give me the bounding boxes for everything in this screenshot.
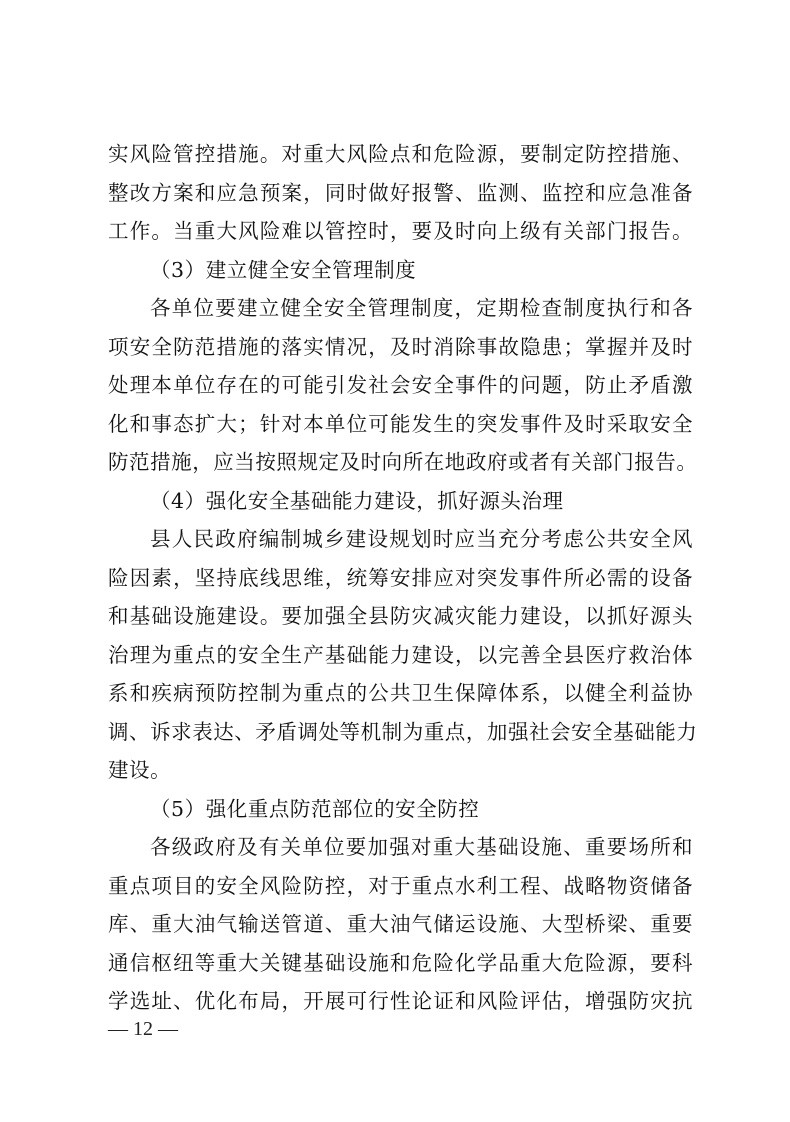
text-line: 库、重大油气输送管道、重大油气储运设施、大型桥梁、重要 — [108, 912, 693, 936]
text-line: 实风险管控措施。对重大风险点和危险源，要制定防控措施、 — [108, 142, 693, 166]
text-line: 建设。 — [108, 758, 172, 782]
text-line: 治理为重点的安全生产基础能力建设，以完善全县医疗救治体 — [108, 642, 693, 667]
text-line: 系和疾病预防控制为重点的公共卫生保障体系，以健全利益协 — [108, 681, 693, 705]
text-line: 各单位要建立健全安全管理制度，定期检查制度执行和各 — [150, 296, 693, 320]
text-line: 学选址、优化布局，开展可行性论证和风险评估，增强防灾抗 — [108, 989, 693, 1013]
text-line: 和基础设施建设。要加强全县防灾减灾能力建设，以抓好源头 — [108, 604, 693, 628]
text-line: 县人民政府编制城乡建设规划时应当充分考虑公共安全风 — [150, 527, 693, 551]
body-text — [108, 135, 698, 1021]
text-line: 调、诉求表达、矛盾调处等机制为重点，加强社会安全基础能力 — [108, 719, 698, 744]
text-line: 重点项目的安全风险防控，对于重点水利工程、战略物资储备 — [108, 873, 693, 898]
text-line: 项安全防范措施的落实情况，及时消除事故隐患；掌握并及时 — [108, 334, 693, 359]
page-number: — 12 — — [108, 1018, 178, 1040]
text-line: 工作。当重大风险难以管控时，要及时向上级有关部门报告。 — [108, 219, 693, 243]
section-heading: （4）强化安全基础能力建设，抓好源头治理 — [150, 488, 564, 513]
text-line: 通信枢纽等重大关键基础设施和危险化学品重大危险源，要科 — [108, 950, 693, 975]
text-line: 各级政府及有关单位要加强对重大基础设施、重要场所和 — [150, 835, 693, 859]
section-heading: （5）强化重点防范部位的安全防控 — [150, 796, 480, 821]
text-line: 防范措施，应当按照规定及时向所在地政府或者有关部门报告。 — [108, 450, 698, 474]
text-line: 整改方案和应急预案，同时做好报警、监测、监控和应急准备 — [108, 180, 693, 205]
text-line: 险因素，坚持底线思维，统筹安排应对突发事件所必需的设备 — [108, 565, 693, 590]
text-line: 化和事态扩大；针对本单位可能发生的突发事件及时采取安全 — [108, 411, 693, 436]
section-heading: （3）建立健全安全管理制度 — [150, 257, 417, 282]
text-line: 处理本单位存在的可能引发社会安全事件的问题，防止矛盾激 — [108, 373, 693, 397]
